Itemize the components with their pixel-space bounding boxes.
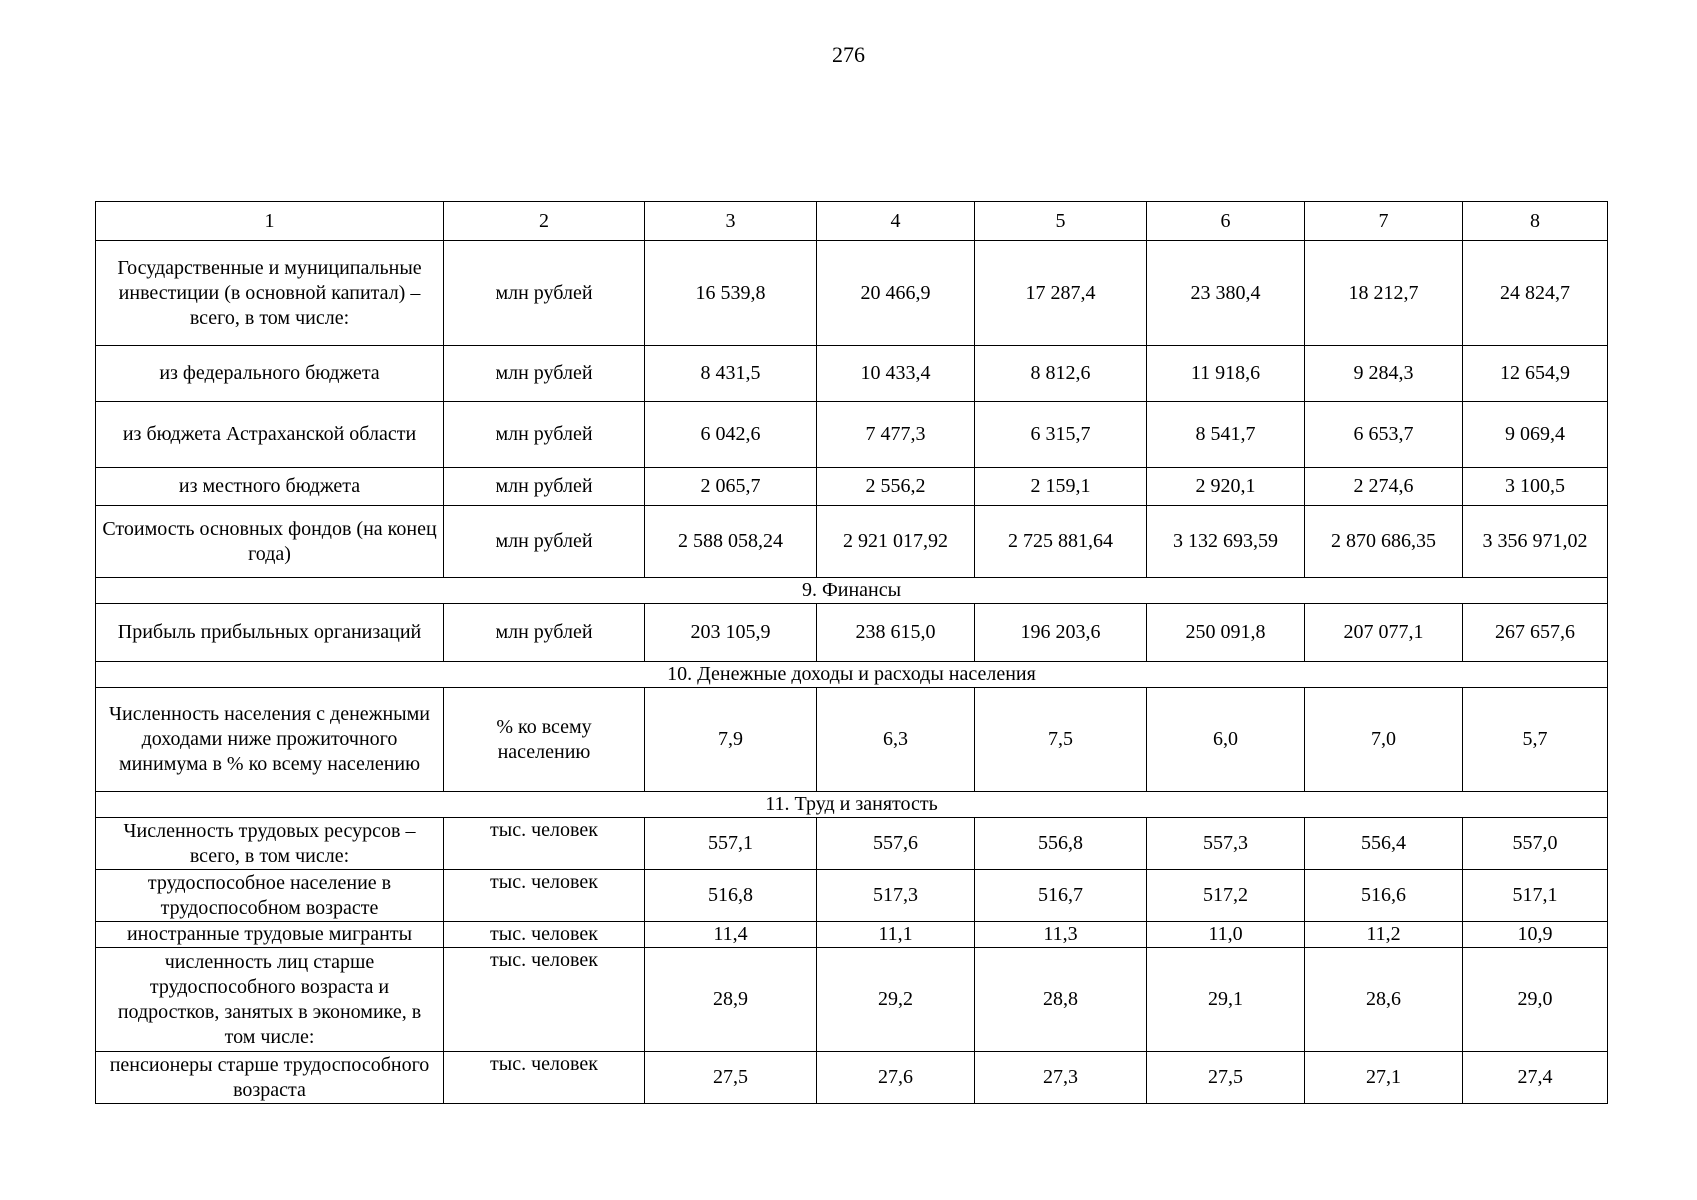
row-value: 2 920,1 <box>1147 468 1305 506</box>
row-value: 557,6 <box>817 818 975 870</box>
column-header: 1 <box>96 202 444 241</box>
row-value: 2 159,1 <box>975 468 1147 506</box>
row-value: 557,0 <box>1463 818 1608 870</box>
row-value: 207 077,1 <box>1305 604 1463 662</box>
row-value: 3 356 971,02 <box>1463 506 1608 578</box>
row-value: 24 824,7 <box>1463 241 1608 346</box>
row-value: 6 315,7 <box>975 402 1147 468</box>
row-unit: тыс. человек <box>444 948 645 1052</box>
row-value: 27,5 <box>645 1052 817 1104</box>
row-value: 3 132 693,59 <box>1147 506 1305 578</box>
row-value: 8 812,6 <box>975 346 1147 402</box>
row-label: пенсионеры старше трудоспособного возраста <box>96 1052 444 1104</box>
row-unit: % ко всему населению <box>444 688 645 792</box>
row-value: 7,5 <box>975 688 1147 792</box>
row-value: 2 556,2 <box>817 468 975 506</box>
row-label: из бюджета Астраханской области <box>96 402 444 468</box>
header-row <box>96 202 1608 241</box>
table-row <box>96 1052 1608 1104</box>
row-unit: млн рублей <box>444 241 645 346</box>
row-value: 23 380,4 <box>1147 241 1305 346</box>
row-value: 2 065,7 <box>645 468 817 506</box>
row-value: 2 725 881,64 <box>975 506 1147 578</box>
row-value: 29,0 <box>1463 948 1608 1052</box>
row-unit: млн рублей <box>444 346 645 402</box>
row-value: 7 477,3 <box>817 402 975 468</box>
table-row <box>96 241 1608 346</box>
row-value: 557,3 <box>1147 818 1305 870</box>
row-label: иностранные трудовые мигранты <box>96 922 444 948</box>
section-heading: 9. Финансы <box>96 578 1608 604</box>
row-value: 10 433,4 <box>817 346 975 402</box>
row-value: 5,7 <box>1463 688 1608 792</box>
table-body <box>96 202 1608 1104</box>
row-value: 9 069,4 <box>1463 402 1608 468</box>
row-value: 250 091,8 <box>1147 604 1305 662</box>
row-value: 16 539,8 <box>645 241 817 346</box>
row-value: 2 870 686,35 <box>1305 506 1463 578</box>
row-label: Стоимость основных фондов (на конец года) <box>96 506 444 578</box>
row-value: 12 654,9 <box>1463 346 1608 402</box>
table-row <box>96 688 1608 792</box>
table-row <box>96 468 1608 506</box>
row-value: 8 431,5 <box>645 346 817 402</box>
row-value: 516,7 <box>975 870 1147 922</box>
row-value: 27,6 <box>817 1052 975 1104</box>
row-value: 2 921 017,92 <box>817 506 975 578</box>
row-unit: млн рублей <box>444 402 645 468</box>
table-row <box>96 870 1608 922</box>
row-unit: тыс. человек <box>444 922 645 948</box>
row-value: 11 918,6 <box>1147 346 1305 402</box>
section-heading: 11. Труд и занятость <box>96 792 1608 818</box>
row-value: 516,6 <box>1305 870 1463 922</box>
column-header: 2 <box>444 202 645 241</box>
column-header: 6 <box>1147 202 1305 241</box>
row-value: 238 615,0 <box>817 604 975 662</box>
section-row <box>96 578 1608 604</box>
row-value: 20 466,9 <box>817 241 975 346</box>
row-label: из местного бюджета <box>96 468 444 506</box>
row-label: численность лиц старше трудоспособного возраста и подростков, занятых в экономике, в том числе: <box>96 948 444 1052</box>
row-value: 28,6 <box>1305 948 1463 1052</box>
row-label: Прибыль прибыльных организаций <box>96 604 444 662</box>
row-value: 556,4 <box>1305 818 1463 870</box>
row-value: 203 105,9 <box>645 604 817 662</box>
row-value: 11,3 <box>975 922 1147 948</box>
row-value: 6,3 <box>817 688 975 792</box>
row-value: 29,2 <box>817 948 975 1052</box>
row-value: 517,3 <box>817 870 975 922</box>
row-value: 2 274,6 <box>1305 468 1463 506</box>
section-heading: 10. Денежные доходы и расходы населения <box>96 662 1608 688</box>
row-unit: млн рублей <box>444 604 645 662</box>
row-value: 196 203,6 <box>975 604 1147 662</box>
section-row <box>96 792 1608 818</box>
row-value: 27,3 <box>975 1052 1147 1104</box>
table-row <box>96 346 1608 402</box>
row-value: 27,4 <box>1463 1052 1608 1104</box>
table-row <box>96 402 1608 468</box>
row-value: 28,9 <box>645 948 817 1052</box>
row-label: трудоспособное население в трудоспособном возрасте <box>96 870 444 922</box>
statistics-table <box>95 201 1608 1104</box>
table-row <box>96 948 1608 1052</box>
row-value: 7,9 <box>645 688 817 792</box>
table-row <box>96 506 1608 578</box>
row-unit: млн рублей <box>444 468 645 506</box>
row-value: 6 653,7 <box>1305 402 1463 468</box>
row-value: 9 284,3 <box>1305 346 1463 402</box>
row-value: 3 100,5 <box>1463 468 1608 506</box>
row-value: 11,4 <box>645 922 817 948</box>
row-value: 27,5 <box>1147 1052 1305 1104</box>
row-value: 11,1 <box>817 922 975 948</box>
row-value: 10,9 <box>1463 922 1608 948</box>
row-value: 29,1 <box>1147 948 1305 1052</box>
column-header: 8 <box>1463 202 1608 241</box>
row-label: Численность населения с денежными доходами ниже прожиточного минимума в % ко всему населению <box>96 688 444 792</box>
row-label: из федерального бюджета <box>96 346 444 402</box>
column-header: 3 <box>645 202 817 241</box>
row-value: 2 588 058,24 <box>645 506 817 578</box>
row-unit: тыс. человек <box>444 870 645 922</box>
row-value: 516,8 <box>645 870 817 922</box>
row-value: 18 212,7 <box>1305 241 1463 346</box>
row-value: 557,1 <box>645 818 817 870</box>
row-value: 8 541,7 <box>1147 402 1305 468</box>
row-value: 267 657,6 <box>1463 604 1608 662</box>
page-number: 276 <box>832 42 865 67</box>
row-unit: млн рублей <box>444 506 645 578</box>
section-row <box>96 662 1608 688</box>
row-value: 517,1 <box>1463 870 1608 922</box>
table-row <box>96 604 1608 662</box>
row-label: Численность трудовых ресурсов – всего, в том числе: <box>96 818 444 870</box>
column-header: 4 <box>817 202 975 241</box>
row-value: 6,0 <box>1147 688 1305 792</box>
table-row <box>96 818 1608 870</box>
column-header: 7 <box>1305 202 1463 241</box>
row-value: 517,2 <box>1147 870 1305 922</box>
column-header: 5 <box>975 202 1147 241</box>
row-value: 28,8 <box>975 948 1147 1052</box>
row-value: 17 287,4 <box>975 241 1147 346</box>
row-value: 11,0 <box>1147 922 1305 948</box>
row-unit: тыс. человек <box>444 818 645 870</box>
row-value: 27,1 <box>1305 1052 1463 1104</box>
row-value: 7,0 <box>1305 688 1463 792</box>
table-row <box>96 922 1608 948</box>
row-value: 11,2 <box>1305 922 1463 948</box>
row-label: Государственные и муниципальные инвестиции (в основной капитал) – всего, в том числе: <box>96 241 444 346</box>
row-value: 6 042,6 <box>645 402 817 468</box>
row-unit: тыс. человек <box>444 1052 645 1104</box>
row-value: 556,8 <box>975 818 1147 870</box>
